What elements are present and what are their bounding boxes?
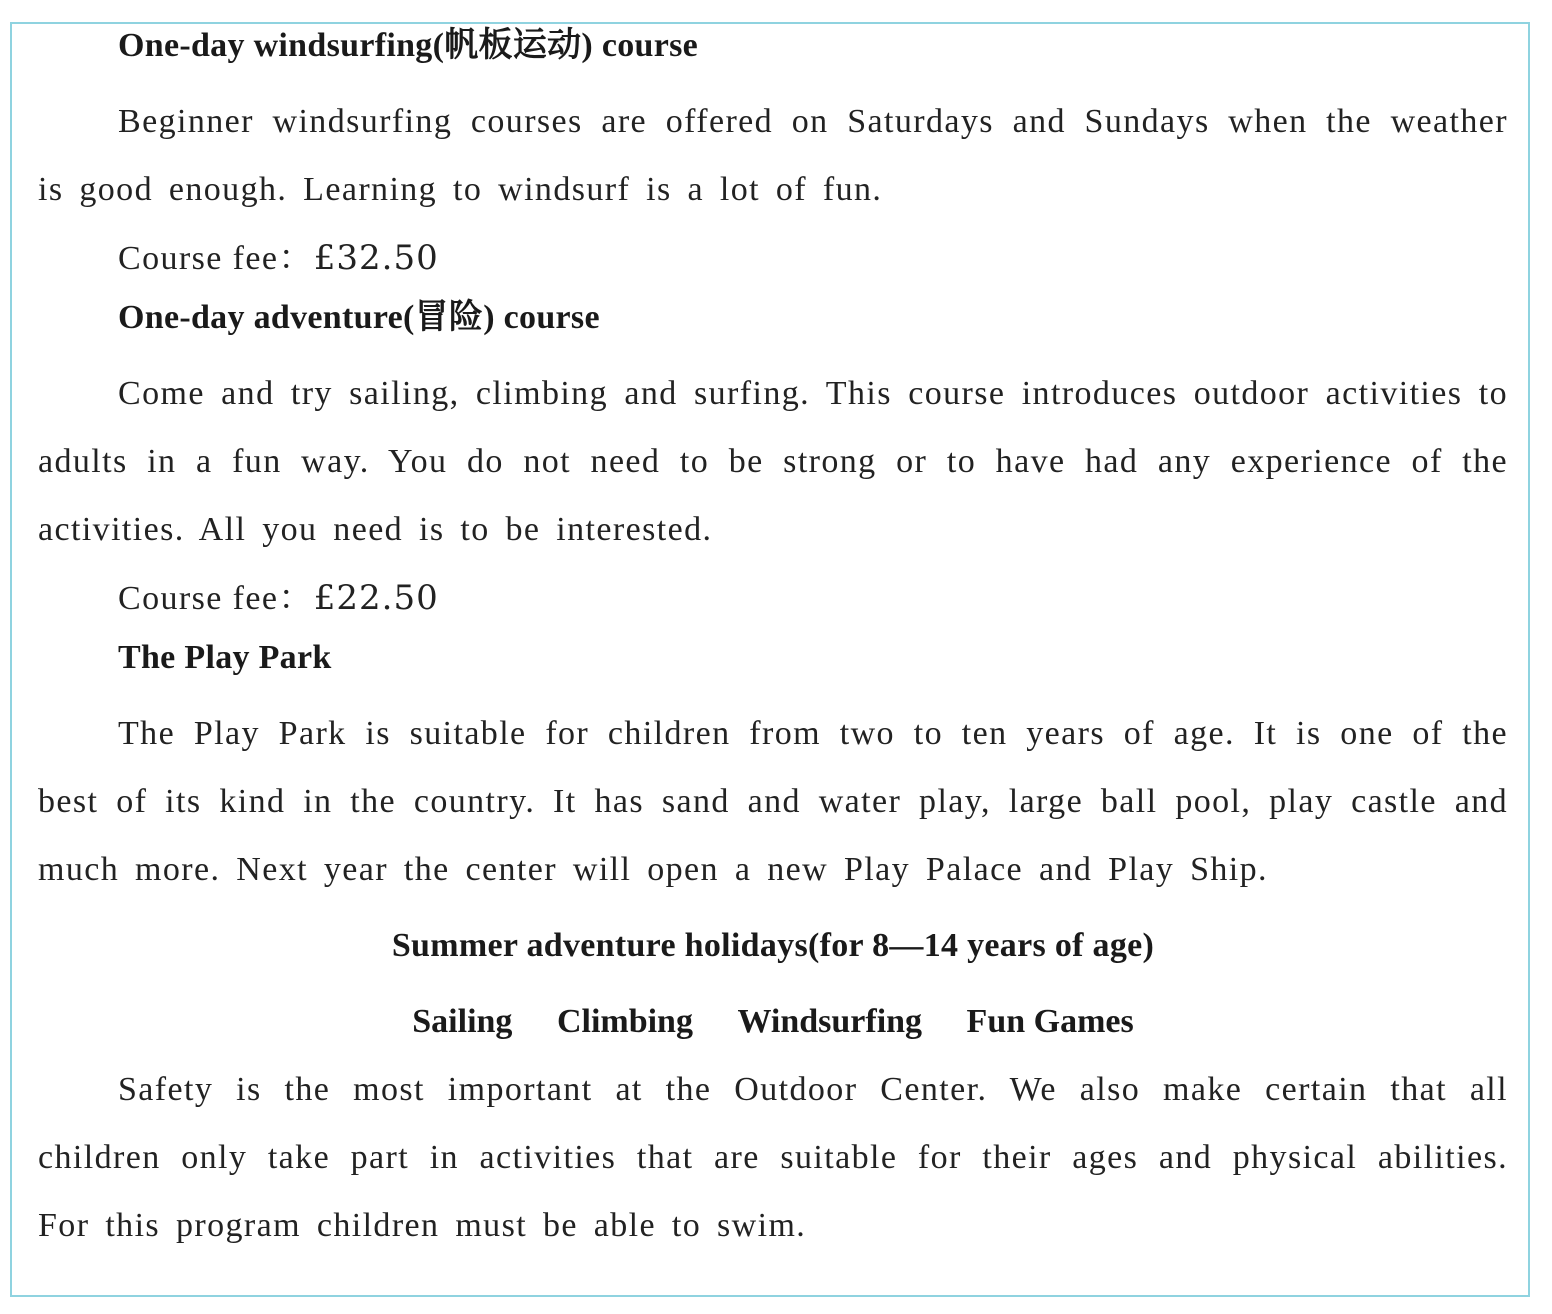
document-content xyxy=(38,20,1508,1260)
windsurfing-course-title: One-day windsurfing(帆板运动) course xyxy=(118,27,699,64)
activity-fun-games: Fun Games xyxy=(966,1003,1134,1040)
adventure-course-title: One-day adventure(冒险) course xyxy=(118,299,600,336)
play-park-description: The Play Park is suitable for children from two to ten years of age. It is one of the best of its kind in the country. It has sand and water play, large ball pool, play castle and much more. Next year the center will open a new Play Palace and Play Ship. xyxy=(38,715,1508,888)
activity-climbing: Climbing xyxy=(556,1003,693,1040)
fee-label: Course fee： xyxy=(118,580,314,617)
adventure-course-fee xyxy=(38,564,1508,632)
adventure-course-description: Come and try sailing, climbing and surfing. This course introduces outdoor activities to adults in a fun way. You do not need to be strong or to have had any experience of the activities. All you need is to be interested. xyxy=(38,375,1508,548)
summer-safety-description: Safety is the most important at the Outdoor Center. We also make certain that all children only take part in activities that are suitable for their ages and physical abilities. For this program children must be able to swim. xyxy=(38,1071,1508,1244)
play-park-title: The Play Park xyxy=(118,639,332,676)
activity-windsurfing: Windsurfing xyxy=(737,1003,923,1040)
windsurfing-course-description: Beginner windsurfing courses are offered on Saturdays and Sundays when the weather is good enough. Learning to windsurf is a lot of fun. xyxy=(38,103,1508,208)
windsurfing-course-fee xyxy=(38,224,1508,292)
summer-activities-list xyxy=(38,988,1508,1056)
fee-label: Course fee： xyxy=(118,240,314,277)
fee-amount: £32.50 xyxy=(313,238,439,278)
summer-holidays-title: Summer adventure holidays(for 8—14 years of age) xyxy=(391,927,1155,964)
activity-sailing: Sailing xyxy=(412,1003,513,1040)
fee-amount: £22.50 xyxy=(313,578,439,618)
